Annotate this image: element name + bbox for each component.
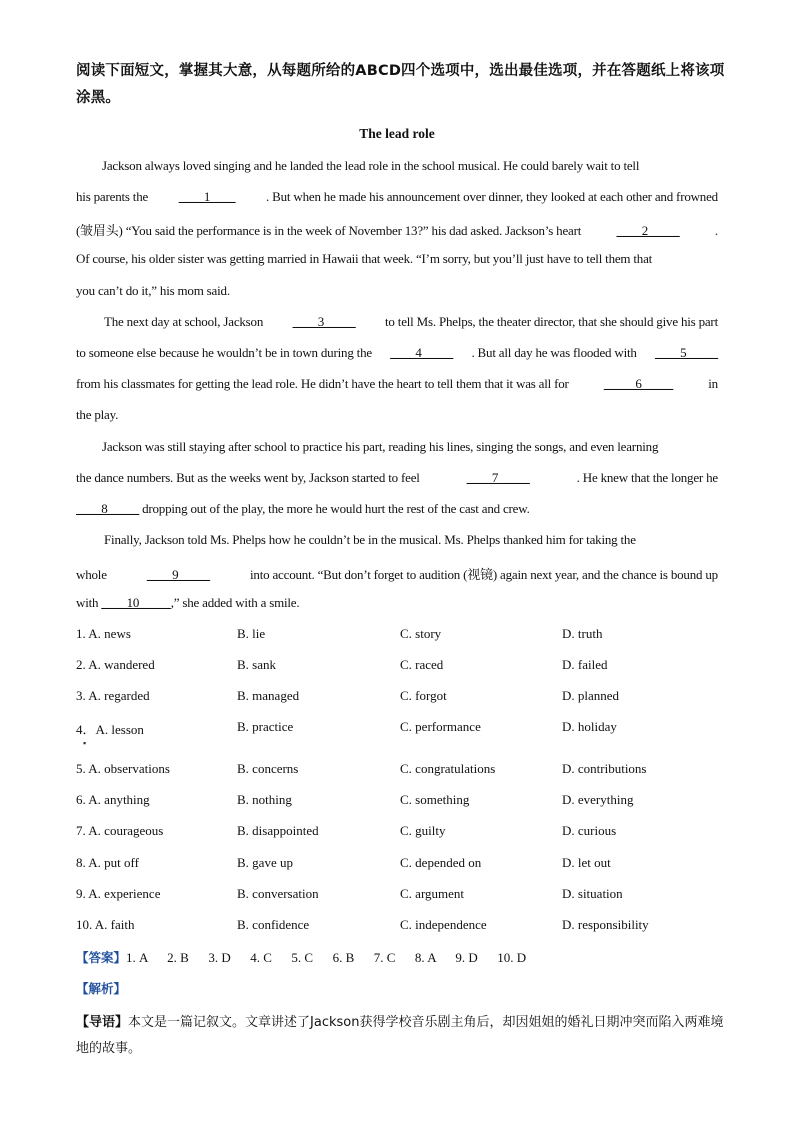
line-text: in [708,376,718,391]
option: 4．A. lesson [76,722,144,737]
option: C. forgot [400,688,447,703]
option: 10. A. faith [76,917,135,932]
option: B. practice [237,719,294,734]
option: 3. A. regarded [76,688,150,703]
option: B. confidence [237,917,310,932]
line-text: from his classmates for getting the lead role. He didn’t have the heart to tell them that it was all for [76,376,569,391]
option: D. curious [562,823,617,838]
option: D. situation [562,886,623,901]
option: C. raced [400,657,444,672]
option: D. holiday [562,719,617,734]
line-text: dropping out of the play, the more he would hurt the rest of the cast and crew. [139,501,530,516]
answer-values: 1. A 2. B 3. D 4. C 5. C 6. B 7. C 8. A 9. D 10. D [126,950,527,965]
passage-line [76,189,718,209]
passage-title: The lead role [359,126,435,141]
blank-1: ____1____ [178,189,236,204]
blank-10: ____10_____ [101,595,171,610]
line-text: to someone else because he wouldn’t be in town during the [76,345,372,360]
option: C. independence [400,917,487,932]
blank-4: ____4_____ [390,345,454,360]
option: D. failed [562,657,608,672]
line-text: Jackson always loved singing and he landed the lead role in the school musical. He could barely wait to tell [102,158,640,173]
line-text: . But when he made his announcement over dinner, they looked at each other and frowned [266,189,718,204]
option: 6. A. anything [76,792,150,807]
option: C. performance [400,719,481,734]
option: D. everything [562,792,634,807]
line-text: with [76,595,102,610]
line-text: Of course, his older sister was getting married in Hawaii that week. “I’m sorry, but you’ll just have to tell them that [76,251,653,266]
blank-2: ____2_____ [616,223,680,238]
option: 9. A. experience [76,886,161,901]
line-text: Finally, Jackson told Ms. Phelps how he couldn’t be in the musical. Ms. Phelps thanked him for taking the [104,532,636,547]
passage-line [76,345,718,365]
option: B. managed [237,688,300,703]
option: C. story [400,626,442,641]
passage-line [76,314,718,334]
option: B. nothing [237,792,292,807]
blank-5: ____5_____ [654,345,718,360]
line-text: to tell Ms. Phelps, the theater director, that she should give his part [385,314,718,329]
option: D. truth [562,626,603,641]
option: B. conversation [237,886,319,901]
passage-line [76,376,718,396]
passage-line [76,407,718,427]
option: C. something [400,792,470,807]
guide-text: 本文是一篇记叙文。文章讲述了Jackson获得学校音乐剧主角后，却因姐姐的婚礼日期冲突而陷入两难境地的故事。 [76,1015,724,1056]
answer-key [76,948,526,966]
line-text: Jackson was still staying after school to practice his part, reading his lines, singing the songs, and even learning [102,439,659,454]
guide-paragraph [76,1010,726,1062]
blank-9: ____9_____ [146,567,210,582]
passage-line [76,220,718,240]
passage-line [76,470,718,490]
line-text: his parents the [76,189,149,204]
guide-label: 【导语】 [76,1015,129,1030]
instructions: 阅读下面短文，掌握其大意，从每题所给的ABCD四个选项中，选出最佳选项，并在答题纸上将该项涂黑。 [76,63,725,106]
blank-6: _____6_____ [603,376,674,391]
passage-line [76,595,718,615]
option: C. argument [400,886,465,901]
line-text: ,” she added with a smile. [170,595,300,610]
passage-line [76,283,718,303]
passage-line [76,564,718,584]
passage-line [76,501,718,521]
option: D. responsibility [562,917,649,932]
option: B. concerns [237,761,299,776]
option: 2. A. wandered [76,657,155,672]
option: D. planned [562,688,620,703]
option: B. gave up [237,855,293,870]
analysis-label: 【解析】 [76,981,127,996]
line-text: whole [76,567,107,582]
option: 5. A. observations [76,761,170,776]
blank-7: ____7_____ [466,470,530,485]
passage-line [76,251,718,271]
line-text: the dance numbers. But as the weeks went by, Jackson started to feel [76,470,420,485]
answer-label: 【答案】 [76,950,127,965]
option: B. lie [237,626,266,641]
option: 1. A. news [76,626,131,641]
passage-line [76,532,718,552]
option: C. depended on [400,855,482,870]
blank-8: ____8_____ [76,501,140,516]
line-text: . [714,223,718,238]
option: C. congratulations [400,761,496,776]
line-text: into account. “But don’t forget to audition (视镜) again next year, and the chance is bound up [250,567,718,582]
line-text: The next day at school, Jackson [104,314,264,329]
option: B. disappointed [237,823,319,838]
line-text: you can’t do it,” his mom said. [76,283,230,298]
stray-mark: ▪ [83,738,87,748]
option: C. guilty [400,823,446,838]
blank-3: ____3_____ [292,314,356,329]
line-text: . But all day he was flooded with [471,345,637,360]
line-text: the play. [76,407,119,422]
option: D. let out [562,855,611,870]
option: B. sank [237,657,276,672]
passage-line [76,158,718,178]
option: 7. A. courageous [76,823,164,838]
line-text: . He knew that the longer he [576,470,718,485]
option: D. contributions [562,761,647,776]
passage-line [76,439,718,459]
option: 8. A. put off [76,855,139,870]
line-text: (皱眉头) “You said the performance is in the week of November 13?” his dad asked. Jackson’s heart [76,223,582,238]
